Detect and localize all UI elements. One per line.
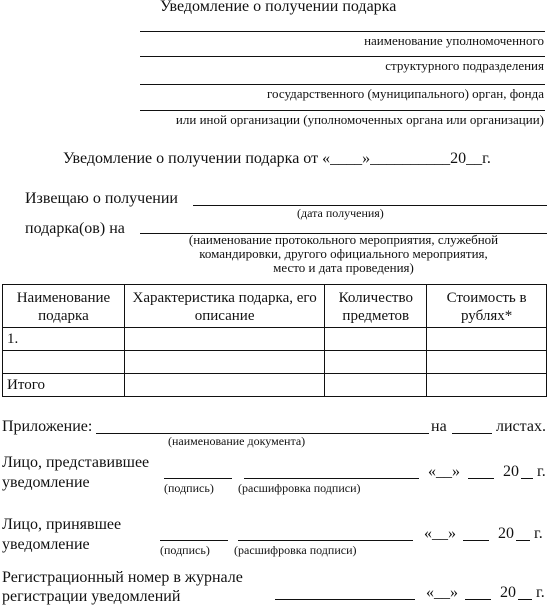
accepted-month-field[interactable]	[463, 540, 489, 541]
registration-label: Регистрационный номер в журнале регистрации уведомлений	[2, 569, 243, 605]
accepted-label: Лицо, принявшее уведомление	[2, 516, 122, 553]
table-row	[3, 328, 547, 351]
accepted-year: 20	[498, 525, 514, 542]
col-header-name: Наименование подарка	[3, 285, 125, 328]
addressee-hint-1: наименование уполномоченного	[364, 33, 544, 48]
cell-quantity[interactable]	[325, 351, 427, 374]
col-header-price: Стоимость в рублях*	[427, 285, 547, 328]
accepted-date[interactable]: «__»	[424, 525, 456, 542]
col-header-description: Характеристика подарка, его описание	[124, 285, 324, 328]
registration-number-field[interactable]	[275, 599, 415, 600]
addressee-hint-3: государственного (муниципального) орган, фонда	[267, 86, 544, 101]
addressee-line[interactable]	[140, 84, 545, 85]
registration-month-field[interactable]	[465, 599, 491, 600]
accepted-g: г.	[534, 525, 543, 542]
cell-price[interactable]	[427, 351, 547, 374]
submitted-label: Лицо, представившее уведомление	[2, 454, 150, 491]
accepted-signature-field[interactable]	[160, 540, 228, 541]
col-header-quantity: Количество предметов	[325, 285, 427, 328]
notice-heading: Уведомление о получении подарка от «____»__________20__г.	[63, 150, 491, 167]
table-row-total	[3, 374, 547, 397]
table-header-row	[3, 285, 547, 328]
addressee-hint-2: структурного подразделения	[385, 58, 544, 73]
accepted-decode-field[interactable]	[238, 540, 413, 541]
event-hint: (наименование протокольного мероприятия, служебной командировки, другого официального мероприятия, место и дата проведения)	[188, 232, 499, 275]
accepted-year-field[interactable]	[516, 540, 530, 541]
registration-g: г.	[536, 584, 545, 601]
submitted-year: 20	[503, 463, 519, 480]
cell-description[interactable]	[124, 351, 324, 374]
accepted-decode-hint: (расшифровка подписи)	[234, 543, 357, 557]
appendix-label: Приложение:	[2, 418, 93, 435]
cell-description[interactable]	[124, 328, 324, 351]
submitted-month-field[interactable]	[468, 478, 494, 479]
table-row	[3, 351, 547, 374]
cell-total-label: Итого	[3, 374, 125, 397]
appendix-on-label: на	[431, 418, 447, 435]
cell-name[interactable]	[3, 351, 125, 374]
addressee-line[interactable]	[140, 56, 545, 57]
submitted-decode-hint: (расшифровка подписи)	[238, 481, 361, 495]
cell-name[interactable]: 1.	[3, 328, 125, 351]
addressee-line[interactable]	[140, 110, 545, 111]
appendix-sheets-label: листах.	[496, 418, 546, 435]
gift-table	[2, 284, 547, 397]
registration-year-field[interactable]	[518, 599, 532, 600]
addressee-line[interactable]	[140, 31, 545, 32]
inform-label: Извещаю о получении	[25, 190, 178, 207]
submitted-signature-field[interactable]	[164, 478, 232, 479]
submitted-year-field[interactable]	[521, 478, 533, 479]
submitted-decode-field[interactable]	[244, 478, 419, 479]
appendix-hint: (наименование документа)	[168, 434, 306, 448]
appendix-sheets-field[interactable]	[452, 433, 492, 434]
cell-quantity[interactable]	[325, 328, 427, 351]
registration-year: 20	[500, 584, 516, 601]
cell-price[interactable]	[427, 374, 547, 397]
cell-quantity[interactable]	[325, 374, 427, 397]
registration-date[interactable]: «__»	[426, 584, 458, 601]
submitted-sig-hint: (подпись)	[164, 481, 214, 495]
receipt-date-hint: (дата получения)	[297, 206, 384, 220]
form-title: Уведомление о получении подарка	[160, 0, 397, 15]
gifts-on-label: подарка(ов) на	[25, 220, 125, 237]
submitted-g: г.	[537, 463, 546, 480]
cell-description[interactable]	[124, 374, 324, 397]
addressee-hint-4: или иной организации (уполномоченных органа или организации)	[175, 112, 544, 127]
submitted-date[interactable]: «__»	[428, 463, 460, 480]
accepted-sig-hint: (подпись)	[160, 543, 210, 557]
cell-price[interactable]	[427, 328, 547, 351]
